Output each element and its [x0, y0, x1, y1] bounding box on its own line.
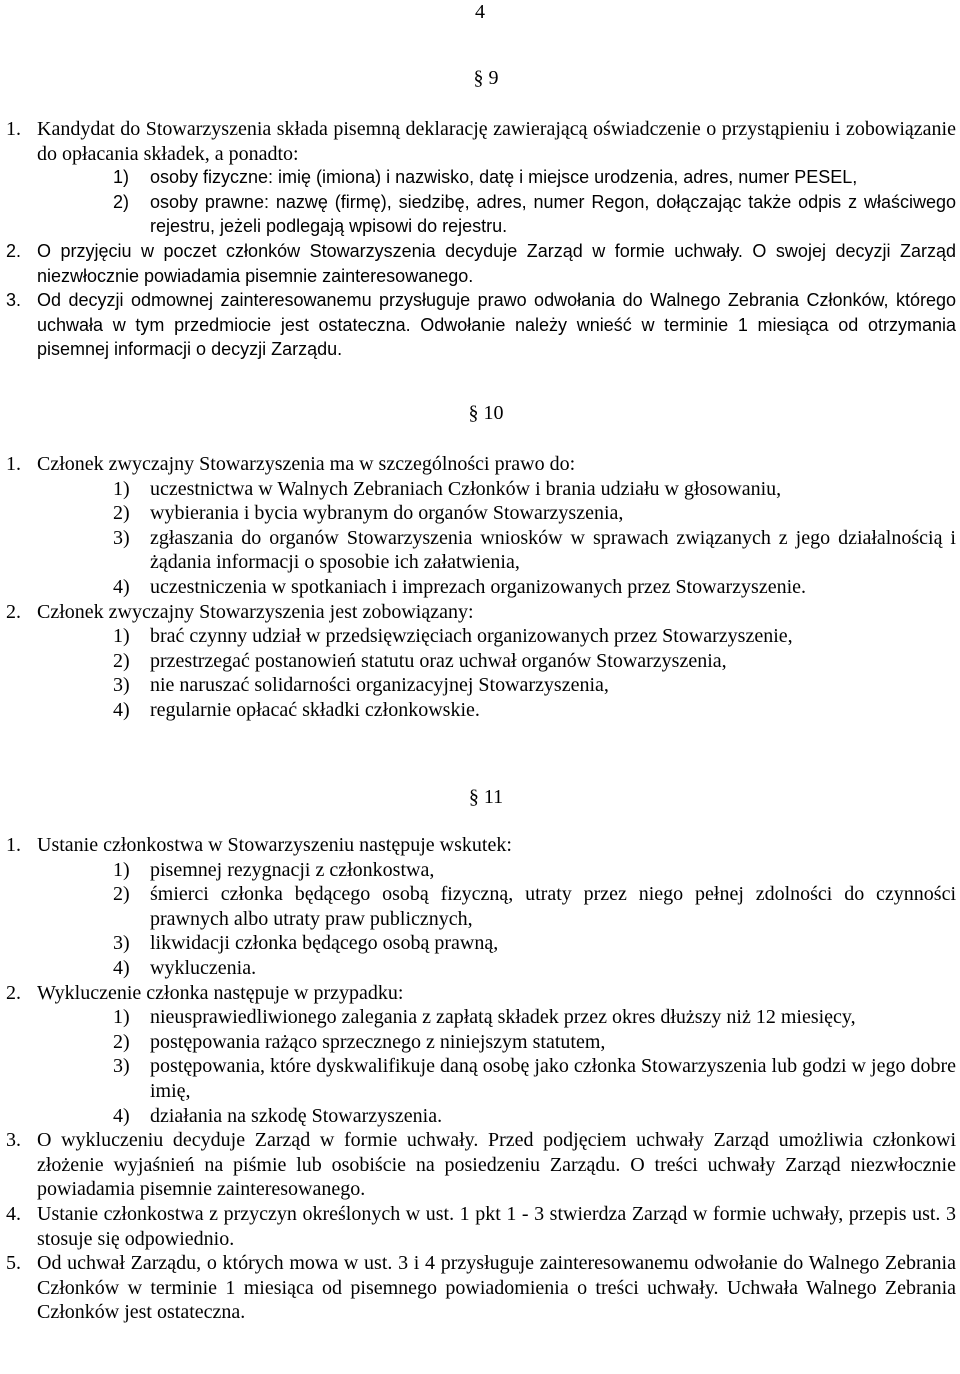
- item-number: 1.: [6, 118, 21, 140]
- sub-item: [6, 931, 956, 956]
- sub-item-text: zgłaszania do organów Stowarzyszenia wniosków w sprawach związanych z jego działalnością i żądania informacji o sposobie ich załatwienia,: [150, 526, 956, 574]
- item-number: 2.: [6, 240, 22, 261]
- sub-item-text: uczestnictwa w Walnych Zebraniach Członków i brania udziału w głosowaniu,: [150, 477, 782, 500]
- sub-item: [6, 673, 956, 698]
- sub-item-number: 3): [113, 674, 130, 697]
- sub-item-number: 4): [113, 575, 130, 598]
- item-number: 2.: [6, 600, 21, 623]
- sub-item-number: 3): [113, 932, 130, 955]
- sub-item: [6, 501, 956, 526]
- item-text: Członek zwyczajny Stowarzyszenia ma w szczególności prawo do:: [37, 453, 576, 475]
- sub-item: [6, 477, 956, 502]
- sub-item-number: 4): [113, 1104, 130, 1127]
- sub-item-number: 2): [113, 1030, 130, 1053]
- paragraph: [6, 1128, 956, 1202]
- sub-item-number: 3): [113, 1055, 130, 1078]
- paragraph: [6, 288, 956, 362]
- sub-item-text: regularnie opłacać składki członkowskie.: [150, 698, 480, 721]
- sub-item-text: brać czynny udział w przedsięwzięciach organizowanych przez Stowarzyszenie,: [150, 625, 793, 648]
- sub-item: [6, 575, 956, 600]
- sub-item-number: 1): [113, 477, 130, 500]
- paragraph: [6, 452, 956, 477]
- sub-item-text: nie naruszać solidarności organizacyjnej Stowarzyszenia,: [150, 674, 609, 697]
- item-text: Członek zwyczajny Stowarzyszenia jest zobowiązany:: [37, 600, 474, 623]
- item-text: Od uchwał Zarządu, o których mowa w ust. 3 i 4 przysługuje zainteresowanemu odwołanie do Walnego Zebrania Członków w terminie 1 miesiąca od pisemnego powiadomienia o treści uchwały. Uchwała Walnego Zebrania Członków jest ostateczna.: [37, 1252, 956, 1324]
- item-number: 4.: [6, 1202, 21, 1225]
- sub-item-text: wykluczenia.: [150, 956, 257, 979]
- sub-item-number: 2): [113, 191, 130, 212]
- item-number: 1.: [6, 834, 21, 856]
- sub-item-text: wybierania i bycia wybranym do organów Stowarzyszenia,: [150, 502, 624, 525]
- paragraph: [6, 600, 956, 625]
- section-heading-9: § 9: [473, 67, 499, 89]
- item-text: Kandydat do Stowarzyszenia składa pisemną deklarację zawierającą oświadczenie o przystąpieniu i zobowiązanie do opłacania składek, a ponadto:: [37, 118, 956, 165]
- sub-item-text: osoby fizyczne: imię (imiona) i nazwisko, datę i miejsce urodzenia, adres, numer PESEL,: [150, 167, 858, 188]
- sub-item-number: 4): [113, 698, 130, 721]
- paragraph: [6, 1251, 956, 1325]
- sub-item-text: pisemnej rezygnacji z członkostwa,: [150, 858, 435, 881]
- sub-item-text: postępowania rażąco sprzecznego z niniejszym statutem,: [150, 1030, 606, 1053]
- sub-item-text: uczestniczenia w spotkaniach i imprezach organizowanych przez Stowarzyszenie.: [150, 575, 807, 598]
- sub-item-number: 1): [113, 167, 130, 188]
- sub-item-number: 4): [113, 956, 130, 979]
- section-11-items: [0, 833, 960, 1325]
- sub-item: [6, 1104, 956, 1129]
- section-10-items: [0, 452, 960, 723]
- item-text: Od decyzji odmownej zainteresowanemu przysługuje prawo odwołania do Walnego Zebrania Członków, którego uchwała w tym przedmiocie jest ostateczna. Odwołanie należy wnieść w terminie 1 miesiąca od otrzymania pisemnej informacji o decyzji Zarządu.: [37, 290, 956, 360]
- sub-item-number: 1): [113, 1006, 130, 1029]
- sub-item: [6, 649, 956, 674]
- item-text: O wykluczeniu decyduje Zarząd w formie uchwały. Przed podjęciem uchwały Zarząd umożliwia członkowi złożenie wyjaśnień na piśmie lub osobiście na posiedzeniu Zarządu. O treści uchwały Zarząd niezwłocznie powiadamia pisemnie zainteresowanego.: [37, 1129, 956, 1201]
- item-number: 5.: [6, 1252, 21, 1275]
- sub-item-text: osoby prawne: nazwę (firmę), siedzibę, adres, numer Regon, dołączając także odpis z właściwego rejestru, jeżeli podlegają wpisowi do rejestru.: [150, 191, 956, 237]
- page-number: 4: [475, 1, 485, 23]
- sub-item: [6, 190, 956, 239]
- sub-item: [6, 1030, 956, 1055]
- sub-item-text: postępowania, które dyskwalifikuje daną osobę jako członka Stowarzyszenia lub godzi w jego dobre imię,: [150, 1055, 956, 1102]
- item-text: Ustanie członkostwa z przyczyn określonych w ust. 1 pkt 1 - 3 stwierdza Zarząd w formie uchwały, przepis ust. 3 stosuje się odpowiednio.: [37, 1202, 956, 1250]
- sub-item-number: 2): [113, 883, 130, 906]
- sub-item: [6, 858, 956, 883]
- sub-item-number: 2): [113, 502, 130, 525]
- item-text: O przyjęciu w poczet członków Stowarzyszenia decyduje Zarząd w formie uchwały. O swojej decyzji Zarząd niezwłocznie powiadamia pisemnie zainteresowanego.: [37, 240, 956, 286]
- sub-item-number: 2): [113, 649, 130, 672]
- sub-item: [6, 698, 956, 723]
- sub-item: [6, 882, 956, 931]
- sub-item: [6, 526, 956, 575]
- paragraph: [6, 117, 956, 166]
- section-9-item-1: [0, 117, 960, 362]
- sub-item-number: 3): [113, 526, 130, 549]
- item-number: 3.: [6, 1129, 21, 1152]
- item-number: 2.: [6, 981, 21, 1004]
- sub-item: [6, 1054, 956, 1103]
- sub-item: [6, 956, 956, 981]
- item-number: 3.: [6, 290, 22, 311]
- paragraph: [6, 981, 956, 1006]
- sub-item: [6, 624, 956, 649]
- section-heading-10: § 10: [468, 402, 504, 424]
- paragraph: [6, 833, 956, 858]
- paragraph: [6, 239, 956, 288]
- item-text: Ustanie członkostwa w Stowarzyszeniu następuje wskutek:: [37, 834, 512, 856]
- sub-item-text: działania na szkodę Stowarzyszenia.: [150, 1104, 443, 1127]
- sub-item-number: 1): [113, 625, 130, 648]
- sub-item-text: nieusprawiedliwionego zalegania z zapłatą składek przez okres dłuższy niż 12 miesięcy,: [150, 1006, 856, 1029]
- sub-item-number: 1): [113, 858, 130, 881]
- sub-item-text: śmierci członka będącego osobą fizyczną, utraty przez niego pełnej zdolności do czynności prawnych albo utraty praw publicznych,: [150, 883, 956, 930]
- section-heading-11: § 11: [468, 786, 504, 808]
- sub-item-text: likwidacji członka będącego osobą prawną,: [150, 932, 499, 955]
- sub-item: [6, 1005, 956, 1030]
- sub-item: [6, 165, 956, 190]
- paragraph: [6, 1202, 956, 1251]
- item-number: 1.: [6, 453, 21, 475]
- item-text: Wykluczenie członka następuje w przypadku:: [37, 981, 404, 1004]
- sub-item-text: przestrzegać postanowień statutu oraz uchwał organów Stowarzyszenia,: [150, 649, 727, 672]
